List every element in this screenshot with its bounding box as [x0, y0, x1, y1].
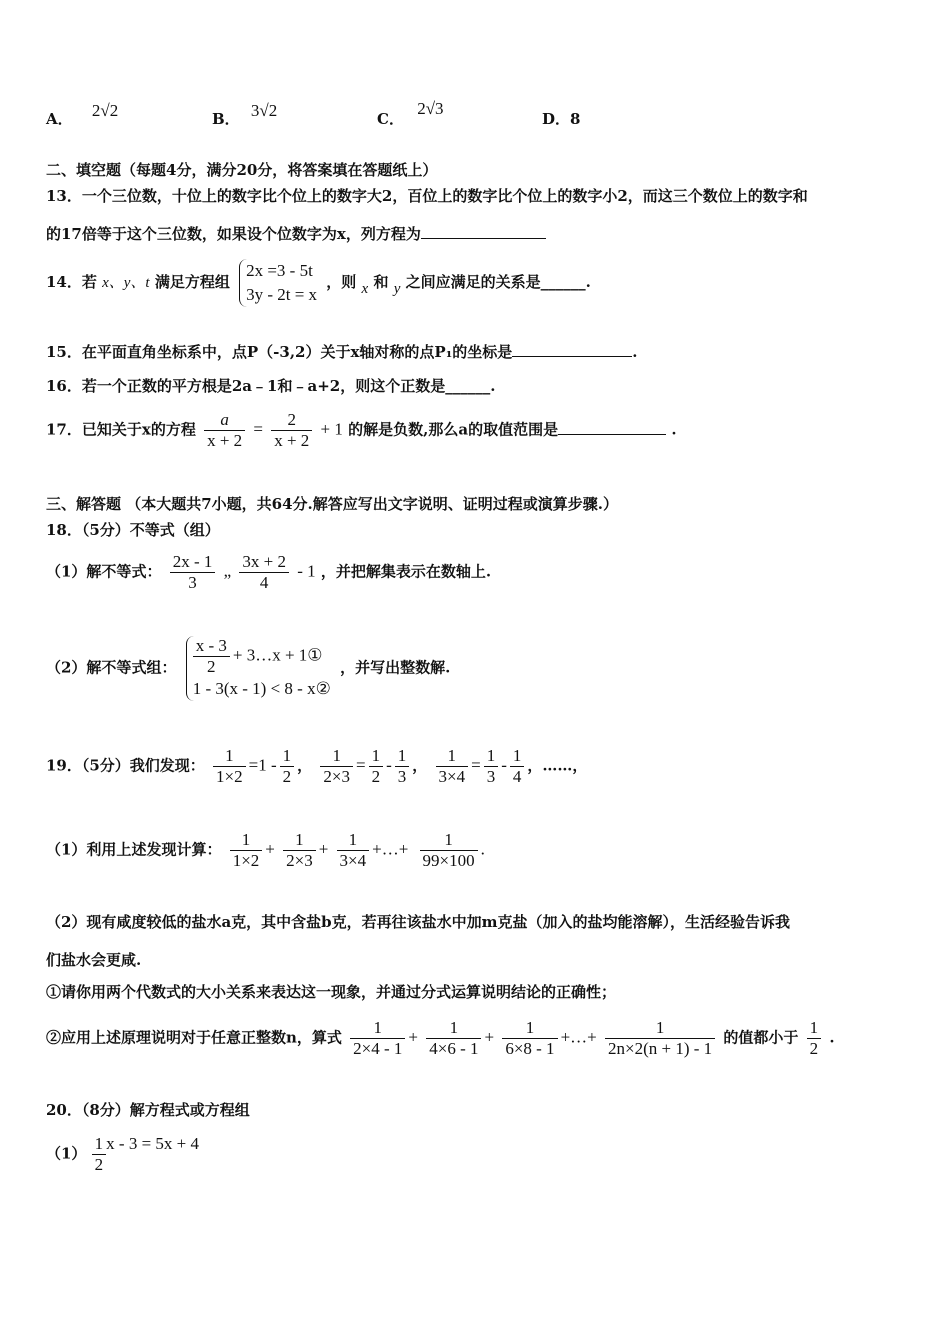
q19-title: 19．（5分）我们发现： — [46, 756, 205, 775]
q19-p2-term-2-num: 1 — [502, 1018, 557, 1039]
q18-p2-eq1-tail: + 3…x + 1① — [232, 645, 323, 665]
q19-pattern-2-num: 1 — [436, 746, 469, 767]
q18-p1-prefix: （1）解不等式： — [46, 562, 162, 581]
q19-pattern-2-b-num: 1 — [510, 746, 525, 767]
q20-title: 20．（8分）解方程式或方程组 — [46, 1101, 250, 1119]
q19-pattern-1-b — [395, 746, 410, 787]
q19-p2-item1: ①请你用两个代数式的大小关系来表达这一现象，并通过分式运算说明结论的正确性； — [46, 983, 617, 1001]
q19-p1-term-3-den: 99×100 — [422, 851, 475, 870]
option-d-value: 8 — [570, 110, 581, 128]
q18-part1 — [46, 552, 491, 593]
q18-p2-eq1-den: 2 — [207, 657, 216, 676]
q19-pattern-0-a-num: 1 — [280, 746, 295, 767]
q17-rhs-fraction — [271, 410, 312, 451]
q19-pattern-1-a — [369, 746, 384, 787]
q19-pattern-1-b-num: 1 — [395, 746, 410, 767]
q19-p2-item2-end: . — [829, 1028, 835, 1047]
q20-p1-fraction — [92, 1134, 107, 1175]
q14-and: 和 — [373, 273, 389, 291]
q19-pattern-2-mid: - — [501, 755, 507, 775]
q19-p1-term-2-op: +…+ — [372, 839, 409, 859]
q18-title: 18．（5分）不等式（组） — [46, 521, 220, 539]
q14-after: ，则 — [326, 273, 357, 291]
q14-system — [239, 259, 317, 307]
option-b-label: B． — [212, 110, 240, 128]
q18-p2-eq1-num: x - 3 — [193, 636, 230, 657]
q19-p2-term-2 — [502, 1018, 557, 1059]
option-d-label: D． — [542, 110, 571, 128]
q19-pattern-0-lhs — [213, 746, 246, 787]
q17-rhs-tail: + 1 — [320, 419, 343, 439]
option-c — [377, 99, 444, 129]
q13-answer-blank[interactable] — [421, 224, 546, 239]
q19-pattern-2-b-den: 4 — [512, 767, 522, 786]
q19-pattern-1-a-num: 1 — [369, 746, 384, 767]
q14-vars: x、y、t — [102, 275, 150, 291]
q19-pattern-2-eq: = — [471, 755, 481, 775]
q19-p2-term-0-den: 2×4 - 1 — [353, 1039, 403, 1058]
q19-pattern-1-num: 1 — [320, 746, 353, 767]
q17-lhs-den: x + 2 — [207, 431, 243, 450]
q18-p2-eq1-fraction — [193, 636, 230, 677]
q17-lhs-fraction — [204, 410, 245, 451]
q18-p1-suffix: ，并把解集表示在数轴上. — [320, 562, 492, 581]
q18-p2-eq2: 1 - 3(x - 1) < 8 - x② — [192, 679, 331, 698]
q19-p2-line1: （2）现有咸度较低的盐水a克，其中含盐b克，若再往该盐水中加m克盐（加入的盐均能溶解），生活经验告诉我 — [46, 913, 791, 931]
q19-p1-term-1-den: 2×3 — [286, 851, 313, 870]
q19-p1-term-1-op: + — [318, 839, 329, 859]
q19-pattern-0-eq: =1 - — [248, 755, 277, 775]
q14 — [46, 258, 591, 307]
q19-p1-term-3 — [420, 830, 478, 871]
option-a-value: 2√2 — [91, 101, 119, 120]
q19-p1-term-2 — [337, 830, 370, 871]
q13-line1: 13．一个三位数，十位上的数字比个位上的数字大2，百位上的数字比个位上的数字小2，而这三个数位上的数字和 — [46, 187, 808, 205]
q19-p1-term-0-num: 1 — [230, 830, 263, 851]
q19-p1-term-3-num: 1 — [420, 830, 478, 851]
q18-p2-suffix: ，并写出整数解. — [340, 658, 451, 677]
q19-p1-term-0-den: 1×2 — [232, 851, 260, 870]
q17-answer-blank[interactable] — [558, 420, 666, 435]
q18-p1-tail: - 1 — [297, 561, 316, 581]
option-c-value: 2√3 — [417, 99, 444, 118]
q17-prefix: 17．已知关于x的方程 — [46, 420, 196, 439]
q17-rhs-num: 2 — [271, 410, 312, 431]
q19-p1-term-0 — [230, 830, 263, 871]
q19-pattern-2-a — [484, 746, 499, 787]
q17-end: . — [671, 420, 677, 439]
q19-part1 — [46, 830, 485, 871]
q17 — [46, 410, 677, 451]
q19-pattern-1-a-den: 2 — [371, 767, 381, 786]
section2-heading: 二、填空题（每题4分，满分20分，将答案填在答题纸上） — [46, 161, 438, 179]
q14-var-x: x — [361, 281, 369, 297]
q20-p1-prefix: （1） — [46, 1144, 87, 1163]
q14-eq2: 3y - 2t = x — [246, 285, 318, 304]
q18-p1-fraction1 — [170, 552, 216, 593]
q19-pattern-0-sep: ， — [297, 756, 313, 775]
q19-p2-term-2-op: +…+ — [560, 1027, 597, 1047]
q19-pattern-2-den: 3×4 — [438, 767, 466, 786]
q19-pattern-2-a-num: 1 — [484, 746, 499, 767]
q20-p1-den: 2 — [94, 1155, 104, 1174]
q18-p1-f2-num: 3x + 2 — [239, 552, 289, 573]
q19-p2-term-3-den: 2n×2(n + 1) - 1 — [607, 1039, 713, 1058]
q15-answer-blank[interactable] — [512, 342, 632, 357]
q19-pattern-0-a — [280, 746, 295, 787]
option-a-label: A． — [46, 110, 73, 128]
q20-part1 — [46, 1134, 199, 1175]
q19-p2-half-den: 2 — [809, 1039, 819, 1058]
option-d — [542, 108, 580, 129]
q19-pattern-1-mid: - — [386, 755, 392, 775]
q19-pattern-2-b — [510, 746, 525, 787]
q19-p2-item2 — [46, 1018, 835, 1059]
option-a — [46, 101, 119, 129]
q14-prefix: 14．若 — [46, 273, 97, 291]
q18-p1-f1-num: 2x - 1 — [170, 552, 216, 573]
q18-p2-system — [186, 636, 331, 701]
q14-suffix: 之间应满足的关系是______. — [405, 273, 591, 291]
q19-p2-term-3 — [605, 1018, 715, 1059]
q19-pattern-1-den: 2×3 — [323, 767, 350, 786]
q15-text: 15．在平面直角坐标系中，点P（-3,2）关于x轴对称的点P₁的坐标是 — [46, 343, 513, 361]
q17-rhs-den: x + 2 — [274, 431, 310, 450]
q19-p2-term-2-den: 6×8 - 1 — [505, 1039, 555, 1058]
q19-p2-term-3-num: 1 — [605, 1018, 715, 1039]
q19-p1-term-0-op: + — [265, 839, 275, 859]
q19-p1-term-1 — [283, 830, 316, 871]
q19-p2-term-0-op: + — [408, 1027, 418, 1047]
q19-p2-term-0 — [350, 1018, 405, 1059]
q19-p2-line2: 们盐水会更咸. — [46, 951, 142, 969]
q19-p1-term-2-num: 1 — [337, 830, 370, 851]
q16: 16．若一个正数的平方根是2a﹣1和﹣a+2，则这个正数是______. — [46, 377, 496, 395]
q19-p2-half-num: 1 — [807, 1018, 822, 1039]
q19-p1-term-3-op: . — [480, 839, 485, 859]
q18-part2 — [46, 636, 450, 701]
q19-pattern-0-den: 1×2 — [216, 767, 243, 786]
q18-p1-rel: „ — [223, 561, 232, 581]
q19-p2-item2-suffix: 的值都小于 — [723, 1028, 799, 1047]
q13-line2-text: 的17倍等于这个三位数，如果设个位数字为x，列方程为 — [46, 225, 421, 243]
q20-p1-tail: x - 3 = 5x + 4 — [106, 1133, 200, 1153]
option-b-value: 3√2 — [250, 101, 278, 120]
q14-eq1: 2x =3 - 5t — [246, 261, 313, 280]
q14-var-y: y — [393, 281, 401, 297]
q19-pattern-2-lhs — [436, 746, 469, 787]
option-b — [212, 101, 278, 129]
section3-heading: 三、解答题 （本大题共7小题，共64分.解答应写出文字说明、证明过程或演算步骤.） — [46, 495, 618, 513]
q19-p2-term-1-den: 4×6 - 1 — [429, 1039, 479, 1058]
q17-suffix: 的解是负数,那么a的取值范围是 — [348, 420, 559, 439]
q19-pattern-1-sep: ， — [412, 756, 428, 775]
q14-mid: 满足方程组 — [154, 273, 230, 291]
q19-p2-term-0-num: 1 — [350, 1018, 405, 1039]
q15-end: . — [632, 343, 638, 361]
q19-pattern-0-num: 1 — [213, 746, 246, 767]
q17-lhs-num: a — [204, 410, 245, 431]
q19-p1-term-2-den: 3×4 — [339, 851, 367, 870]
q18-p1-f2-den: 4 — [259, 573, 269, 592]
q19-p1-term-1-num: 1 — [283, 830, 316, 851]
q18-p1-f1-den: 3 — [188, 573, 197, 592]
q19-pattern-line — [46, 746, 587, 787]
q19-pattern-1-b-den: 3 — [397, 767, 407, 786]
q19-pattern-0-a-den: 2 — [282, 767, 292, 786]
q20-p1-num: 1 — [92, 1134, 107, 1155]
q19-p2-item2-prefix: ②应用上述原理说明对于任意正整数n，算式 — [46, 1028, 342, 1047]
q19-p1-prefix: （1）利用上述发现计算： — [46, 840, 222, 859]
q17-eq: = — [253, 419, 263, 439]
q19-pattern-1-lhs — [320, 746, 353, 787]
q19-p2-half — [807, 1018, 822, 1059]
q19-p2-term-1 — [426, 1018, 481, 1059]
option-c-label: C． — [377, 110, 404, 128]
q19-p2-term-1-num: 1 — [426, 1018, 481, 1039]
q15 — [46, 342, 638, 362]
q18-p1-fraction2 — [239, 552, 289, 593]
q18-p2-prefix: （2）解不等式组： — [46, 658, 177, 677]
q19-pattern-2-sep: ，……， — [527, 756, 588, 775]
q18-p2-eq1 — [193, 636, 331, 677]
q13-line2 — [46, 224, 546, 244]
q19-pattern-1-eq: = — [355, 755, 366, 775]
q19-p2-term-1-op: + — [484, 1027, 495, 1047]
q19-pattern-2-a-den: 3 — [486, 767, 496, 786]
